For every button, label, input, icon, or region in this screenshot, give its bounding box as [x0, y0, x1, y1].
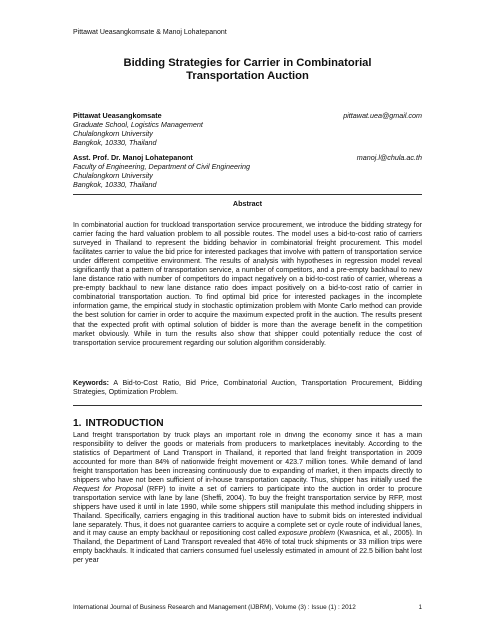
author-block-1: [73, 111, 422, 147]
page-number: 1: [418, 604, 422, 611]
intro-italic-term: exposure problem: [278, 530, 336, 538]
author-name: Asst. Prof. Dr. Manoj Lohatepanont: [73, 153, 193, 162]
keywords-label: Keywords:: [73, 380, 110, 387]
author-affiliation-line: Bangkok, 10330, Thailand: [73, 138, 157, 148]
title-line-2: Transportation Auction: [186, 70, 309, 82]
intro-text: Land freight transportation by truck plays an important role in driving the economy since it has a main responsibility to deliver the goods or materials from producers to marketplaces inevitably. According to the statistics of Department of Land Transport in Thailand, it reported that land freight transportation in 2009 accounted for more than 84% of nationwide freight movement or 423.7 million tones. While demand of land freight transportation has been increasing continuously due to expanding of market, it then impacts directly to shippers who have not been sufficient of in-house transportation capacity. Thus, shipper has initially used the: [73, 432, 422, 484]
author-block-2: [73, 153, 422, 189]
author-email[interactable]: manoj.l@chula.ac.th: [356, 153, 422, 162]
section-title: INTRODUCTION: [85, 418, 164, 429]
abstract-heading: Abstract: [232, 199, 263, 208]
author-affiliation-line: Chulalongkorn University: [73, 171, 153, 181]
running-head: Pittawat Ueasangkomsate & Manoj Lohatepanont: [73, 29, 227, 36]
intro-text: (RFP) to invite a set of carriers to participate into the auction in order to procure transportation service with lane by lane (Sheffi, 2004). To buy the freight transportation service by RFP, most shippers have used it until in late 1990, while some shippers still manipulate this method including shippers in Thailand. Specifically, carriers engaging in this traditional auction have to submit bids on interested individual lane separately. Thus, it does not guarantee carriers to acquire a complete set or cycle route of individual lanes, and it may cause an empty backhaul or repositioning cost called: [73, 485, 422, 538]
divider-rule: [73, 405, 422, 406]
author-affiliation-line: Chulalongkorn University: [73, 129, 153, 139]
abstract-text: In combinatorial auction for truckload transportation service procurement, we introduce the bidding strategy for carrier facing the hard valuation problem to all possible routes. The model uses a bid-to-cost ratio of carriers surveyed in Thailand to represent the bidding behavior in combinatorial freight procurement. This model facilitates carrier to value the bid price for interested packages that involve with pattern of transportation service under different competitive environment. The results of analysis with hypotheses in regression model reveal significantly that a pattern of transportation service, a number of competitors, and a pre-empty backhaul to new lane distance ratio with number of competitors do impact negatively on a bid-to-cost ratio of carrier, whereas a pre-empty backhaul to new lane distance ratio does impact positively on a bid-to-cost ratio of carrier in combinatorial transportation auction. To find optimal bid price for interested packages in the incomplete information game, the empirical study in stochastic optimization problem with Monte Carlo method can provide the best solution for carrier in order to acquire the maximum expected profit in the auction. The results present that the expected profit with optimal solution of bidder is more than the average benefit in the competition market obviously. While in turn the results also show that shipper could potentially reduce the cost of transportation service procurement regarding our solution algorithm considerably.: [73, 222, 422, 347]
intro-italic-term: Request for Proposal: [73, 485, 143, 493]
footer-journal: International Journal of Business Research and Management (IJBRM), Volume (3) : Issue (1) : 2012: [73, 604, 356, 611]
page-footer: [73, 604, 422, 611]
introduction-paragraph: [73, 432, 422, 584]
keywords-text: A Bid-to-Cost Ratio, Bid Price, Combinatorial Auction, Transportation Procurement, Bidding Strategies, Optimization Problem.: [73, 380, 422, 397]
author-affiliation-line: Bangkok, 10330, Thailand: [73, 180, 157, 190]
author-name: Pittawat Ueasangkomsate: [73, 111, 162, 120]
author-affiliation-line: Faculty of Engineering, Department of Civil Engineering: [73, 162, 250, 172]
divider-rule: [73, 194, 422, 195]
author-affiliation-line: Graduate School, Logistics Management: [73, 120, 203, 130]
section-heading: [73, 418, 164, 429]
author-email[interactable]: pittawat.uea@gmail.com: [343, 111, 422, 120]
paper-title: [60, 57, 435, 83]
intro-text: (Kwasnica, et al., 2005). In Thailand, the Department of Land Transport revealed that 46% of total truck shipments or 33 million trips were empty backhauls. It indicated that carriers consumed fuel uselessly estimated in amount of 22.5 billion baht lost per year: [73, 530, 422, 565]
title-line-1: Bidding Strategies for Carrier in Combinatorial: [123, 57, 372, 69]
keywords: [73, 379, 422, 397]
section-number: 1.: [73, 418, 82, 429]
